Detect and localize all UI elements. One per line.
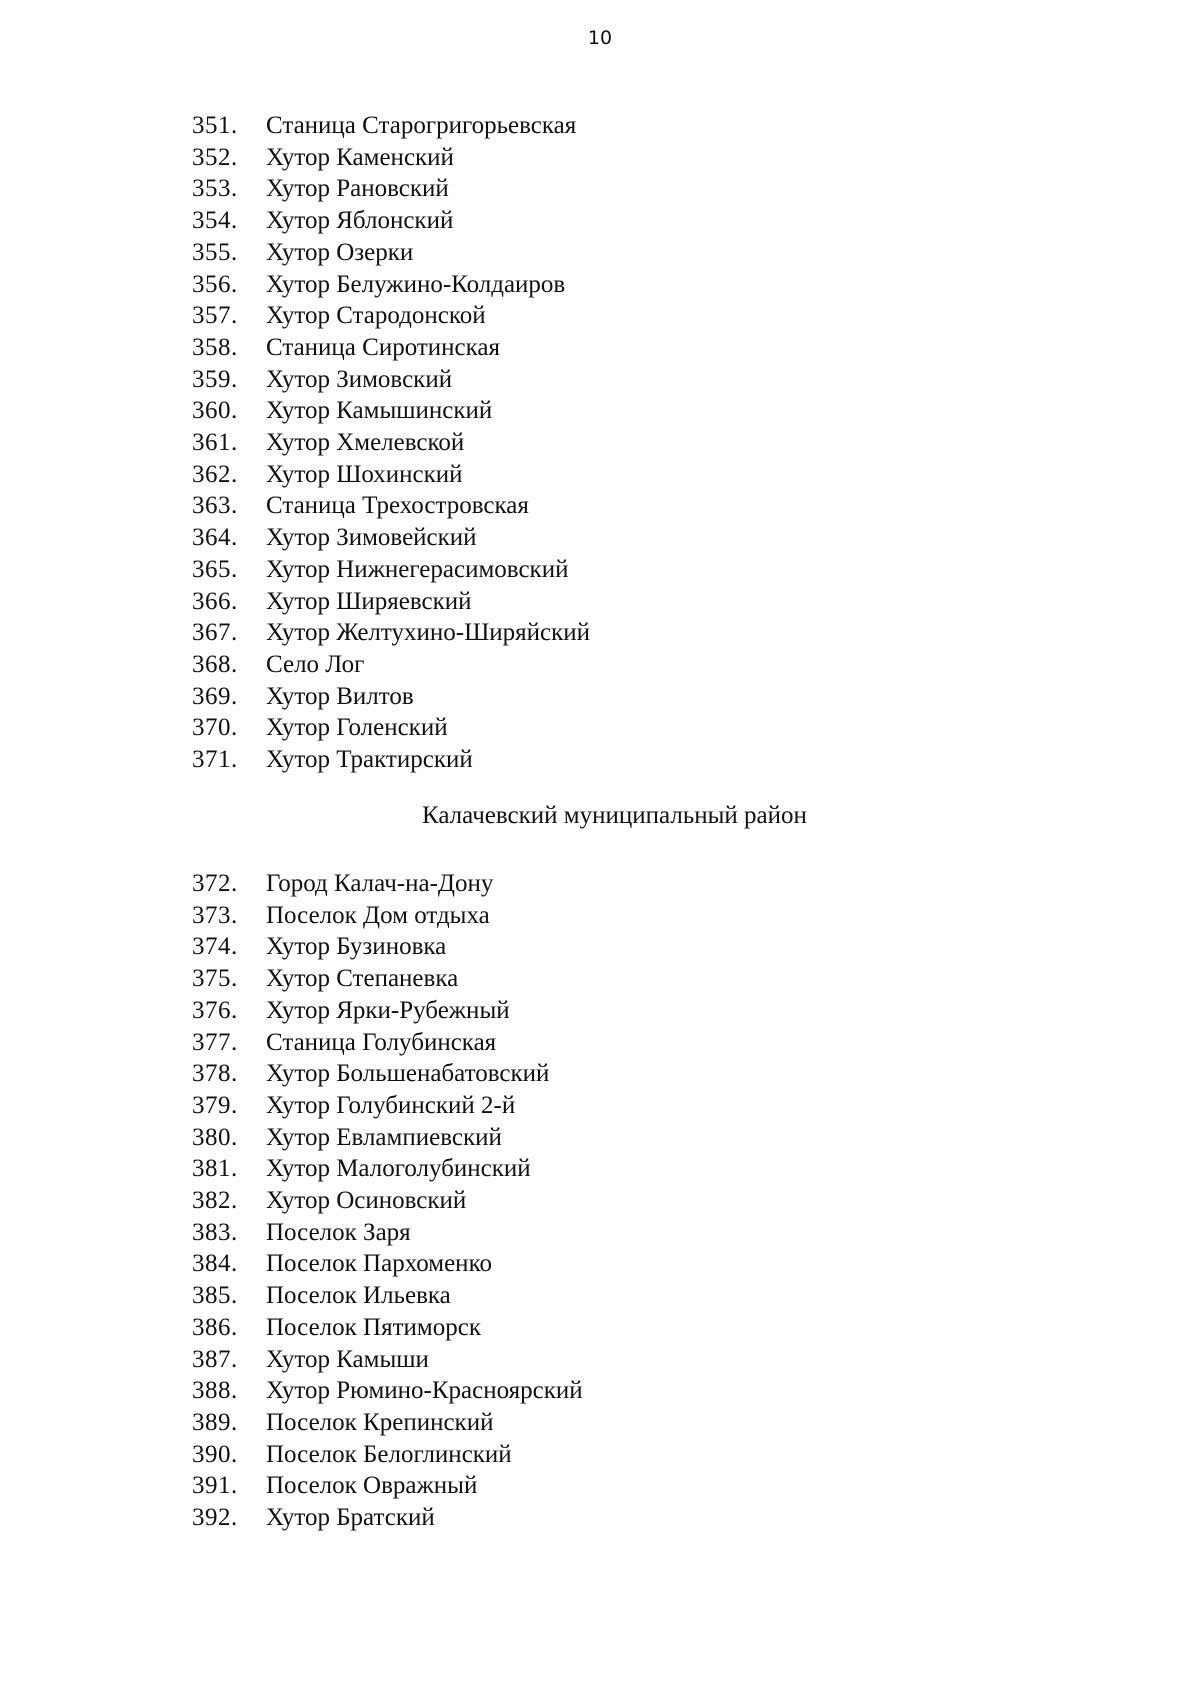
item-name: Поселок Пархоменко <box>266 1250 492 1278</box>
item-name: Хутор Большенабатовский <box>266 1060 550 1088</box>
item-name: Хутор Малоголубинский <box>266 1155 531 1183</box>
list-item <box>192 237 1092 269</box>
item-number: 378. <box>192 1060 238 1088</box>
list-item <box>192 490 1092 522</box>
item-number: 389. <box>192 1408 238 1436</box>
item-name: Хутор Яблонский <box>266 207 454 235</box>
item-number: 388. <box>192 1377 238 1405</box>
item-number: 387. <box>192 1345 238 1373</box>
list-item <box>192 681 1092 713</box>
item-name: Хутор Рановский <box>266 175 449 203</box>
list-item <box>192 931 1092 963</box>
item-number: 385. <box>192 1282 238 1310</box>
list-item <box>192 522 1092 554</box>
item-number: 354. <box>192 207 238 235</box>
list-item <box>192 963 1092 995</box>
list-item <box>192 269 1092 301</box>
item-name: Хутор Евлампиевский <box>266 1123 502 1151</box>
item-name: Поселок Дом отдыха <box>266 901 490 929</box>
item-number: 370. <box>192 714 238 742</box>
item-number: 383. <box>192 1218 238 1246</box>
list-item <box>192 617 1092 649</box>
item-name: Станица Старогригорьевская <box>266 112 577 139</box>
item-name: Хутор Хмелевской <box>266 429 465 457</box>
item-name: Хутор Стародонской <box>266 302 486 330</box>
list-item <box>192 744 1092 776</box>
list-item <box>192 395 1092 427</box>
list-item <box>192 900 1092 932</box>
item-number: 353. <box>192 175 238 203</box>
item-number: 374. <box>192 933 238 961</box>
item-number: 376. <box>192 996 238 1024</box>
item-number: 369. <box>192 682 238 710</box>
list-item <box>192 1375 1092 1407</box>
list-item <box>192 868 1092 900</box>
item-number: 362. <box>192 460 238 488</box>
item-number: 351. <box>192 112 238 139</box>
item-name: Хутор Озерки <box>266 238 414 266</box>
item-number: 366. <box>192 587 238 615</box>
item-name: Хутор Бузиновка <box>266 933 447 961</box>
list-item <box>192 1280 1092 1312</box>
item-number: 381. <box>192 1155 238 1183</box>
item-number: 355. <box>192 238 238 266</box>
item-name: Поселок Пятиморск <box>266 1313 481 1341</box>
item-name: Поселок Белоглинский <box>266 1440 512 1468</box>
item-name: Поселок Ильевка <box>266 1282 451 1310</box>
item-name: Хутор Желтухино-Ширяйский <box>266 619 591 647</box>
list-item <box>192 1312 1092 1344</box>
item-name: Хутор Голенский <box>266 714 448 742</box>
list-item <box>192 712 1092 744</box>
list-item <box>192 1439 1092 1471</box>
section-heading: Калачевский муниципальный район <box>422 802 807 829</box>
list-item <box>192 142 1092 174</box>
item-name: Хутор Зимовский <box>266 365 453 393</box>
item-name: Хутор Рюмино-Красноярский <box>266 1377 583 1405</box>
item-name: Хутор Вилтов <box>266 682 414 710</box>
item-number: 358. <box>192 333 238 361</box>
item-number: 352. <box>192 143 238 171</box>
item-name: Станица Сиротинская <box>266 333 501 361</box>
list-item <box>192 554 1092 586</box>
item-number: 361. <box>192 429 238 457</box>
item-number: 382. <box>192 1187 238 1215</box>
item-name: Хутор Степаневка <box>266 965 459 993</box>
list-item <box>192 1470 1092 1502</box>
list-item <box>192 427 1092 459</box>
list-item <box>192 1090 1092 1122</box>
item-number: 365. <box>192 555 238 583</box>
item-name: Хутор Голубинский 2-й <box>266 1091 516 1119</box>
item-name: Хутор Камышинский <box>266 397 493 425</box>
list-item <box>192 1058 1092 1090</box>
list-item <box>192 1248 1092 1280</box>
item-number: 386. <box>192 1313 238 1341</box>
list-item <box>192 1217 1092 1249</box>
settlement-list-1 <box>192 110 1092 776</box>
item-name: Поселок Овражный <box>266 1472 478 1500</box>
item-number: 371. <box>192 746 238 774</box>
list-item <box>192 205 1092 237</box>
item-name: Хутор Осиновский <box>266 1187 467 1215</box>
item-number: 391. <box>192 1472 238 1500</box>
item-number: 356. <box>192 270 238 298</box>
item-name: Хутор Камыши <box>266 1345 429 1373</box>
list-item <box>192 459 1092 491</box>
item-number: 359. <box>192 365 238 393</box>
item-name: Поселок Заря <box>266 1218 411 1246</box>
item-name: Станица Голубинская <box>266 1028 497 1056</box>
item-name: Хутор Шохинский <box>266 460 463 488</box>
item-name: Хутор Каменский <box>266 143 454 171</box>
list-item <box>192 1153 1092 1185</box>
item-number: 379. <box>192 1091 238 1119</box>
list-item <box>192 649 1092 681</box>
item-number: 363. <box>192 492 238 520</box>
item-name: Хутор Зимовейский <box>266 524 477 552</box>
item-name: Хутор Ярки-Рубежный <box>266 996 510 1024</box>
item-name: Хутор Ширяевский <box>266 587 472 615</box>
settlement-list-2 <box>192 868 1092 1534</box>
list-item <box>192 110 1092 142</box>
item-number: 390. <box>192 1440 238 1468</box>
item-number: 360. <box>192 397 238 425</box>
item-name: Село Лог <box>266 650 365 678</box>
list-item <box>192 995 1092 1027</box>
item-number: 375. <box>192 965 238 993</box>
item-name: Хутор Братский <box>266 1504 435 1532</box>
item-number: 377. <box>192 1028 238 1056</box>
item-number: 384. <box>192 1250 238 1278</box>
list-item <box>192 173 1092 205</box>
item-number: 367. <box>192 619 238 647</box>
list-item <box>192 1027 1092 1059</box>
list-item <box>192 1122 1092 1154</box>
list-item <box>192 1185 1092 1217</box>
item-number: 380. <box>192 1123 238 1151</box>
item-number: 364. <box>192 524 238 552</box>
item-number: 392. <box>192 1504 238 1532</box>
item-number: 372. <box>192 870 238 897</box>
item-name: Хутор Нижнегерасимовский <box>266 555 569 583</box>
item-number: 368. <box>192 650 238 678</box>
item-name: Город Калач-на-Дону <box>266 870 494 897</box>
list-item <box>192 300 1092 332</box>
page-number: 10 <box>587 27 613 49</box>
list-item <box>192 586 1092 618</box>
list-item <box>192 1502 1092 1534</box>
list-item <box>192 364 1092 396</box>
item-name: Поселок Крепинский <box>266 1408 494 1436</box>
item-name: Станица Трехостровская <box>266 492 529 520</box>
item-name: Хутор Трактирский <box>266 746 473 774</box>
item-number: 373. <box>192 901 238 929</box>
item-number: 357. <box>192 302 238 330</box>
list-item <box>192 1344 1092 1376</box>
list-item <box>192 1407 1092 1439</box>
item-name: Хутор Белужино-Колдаиров <box>266 270 566 298</box>
list-item <box>192 332 1092 364</box>
